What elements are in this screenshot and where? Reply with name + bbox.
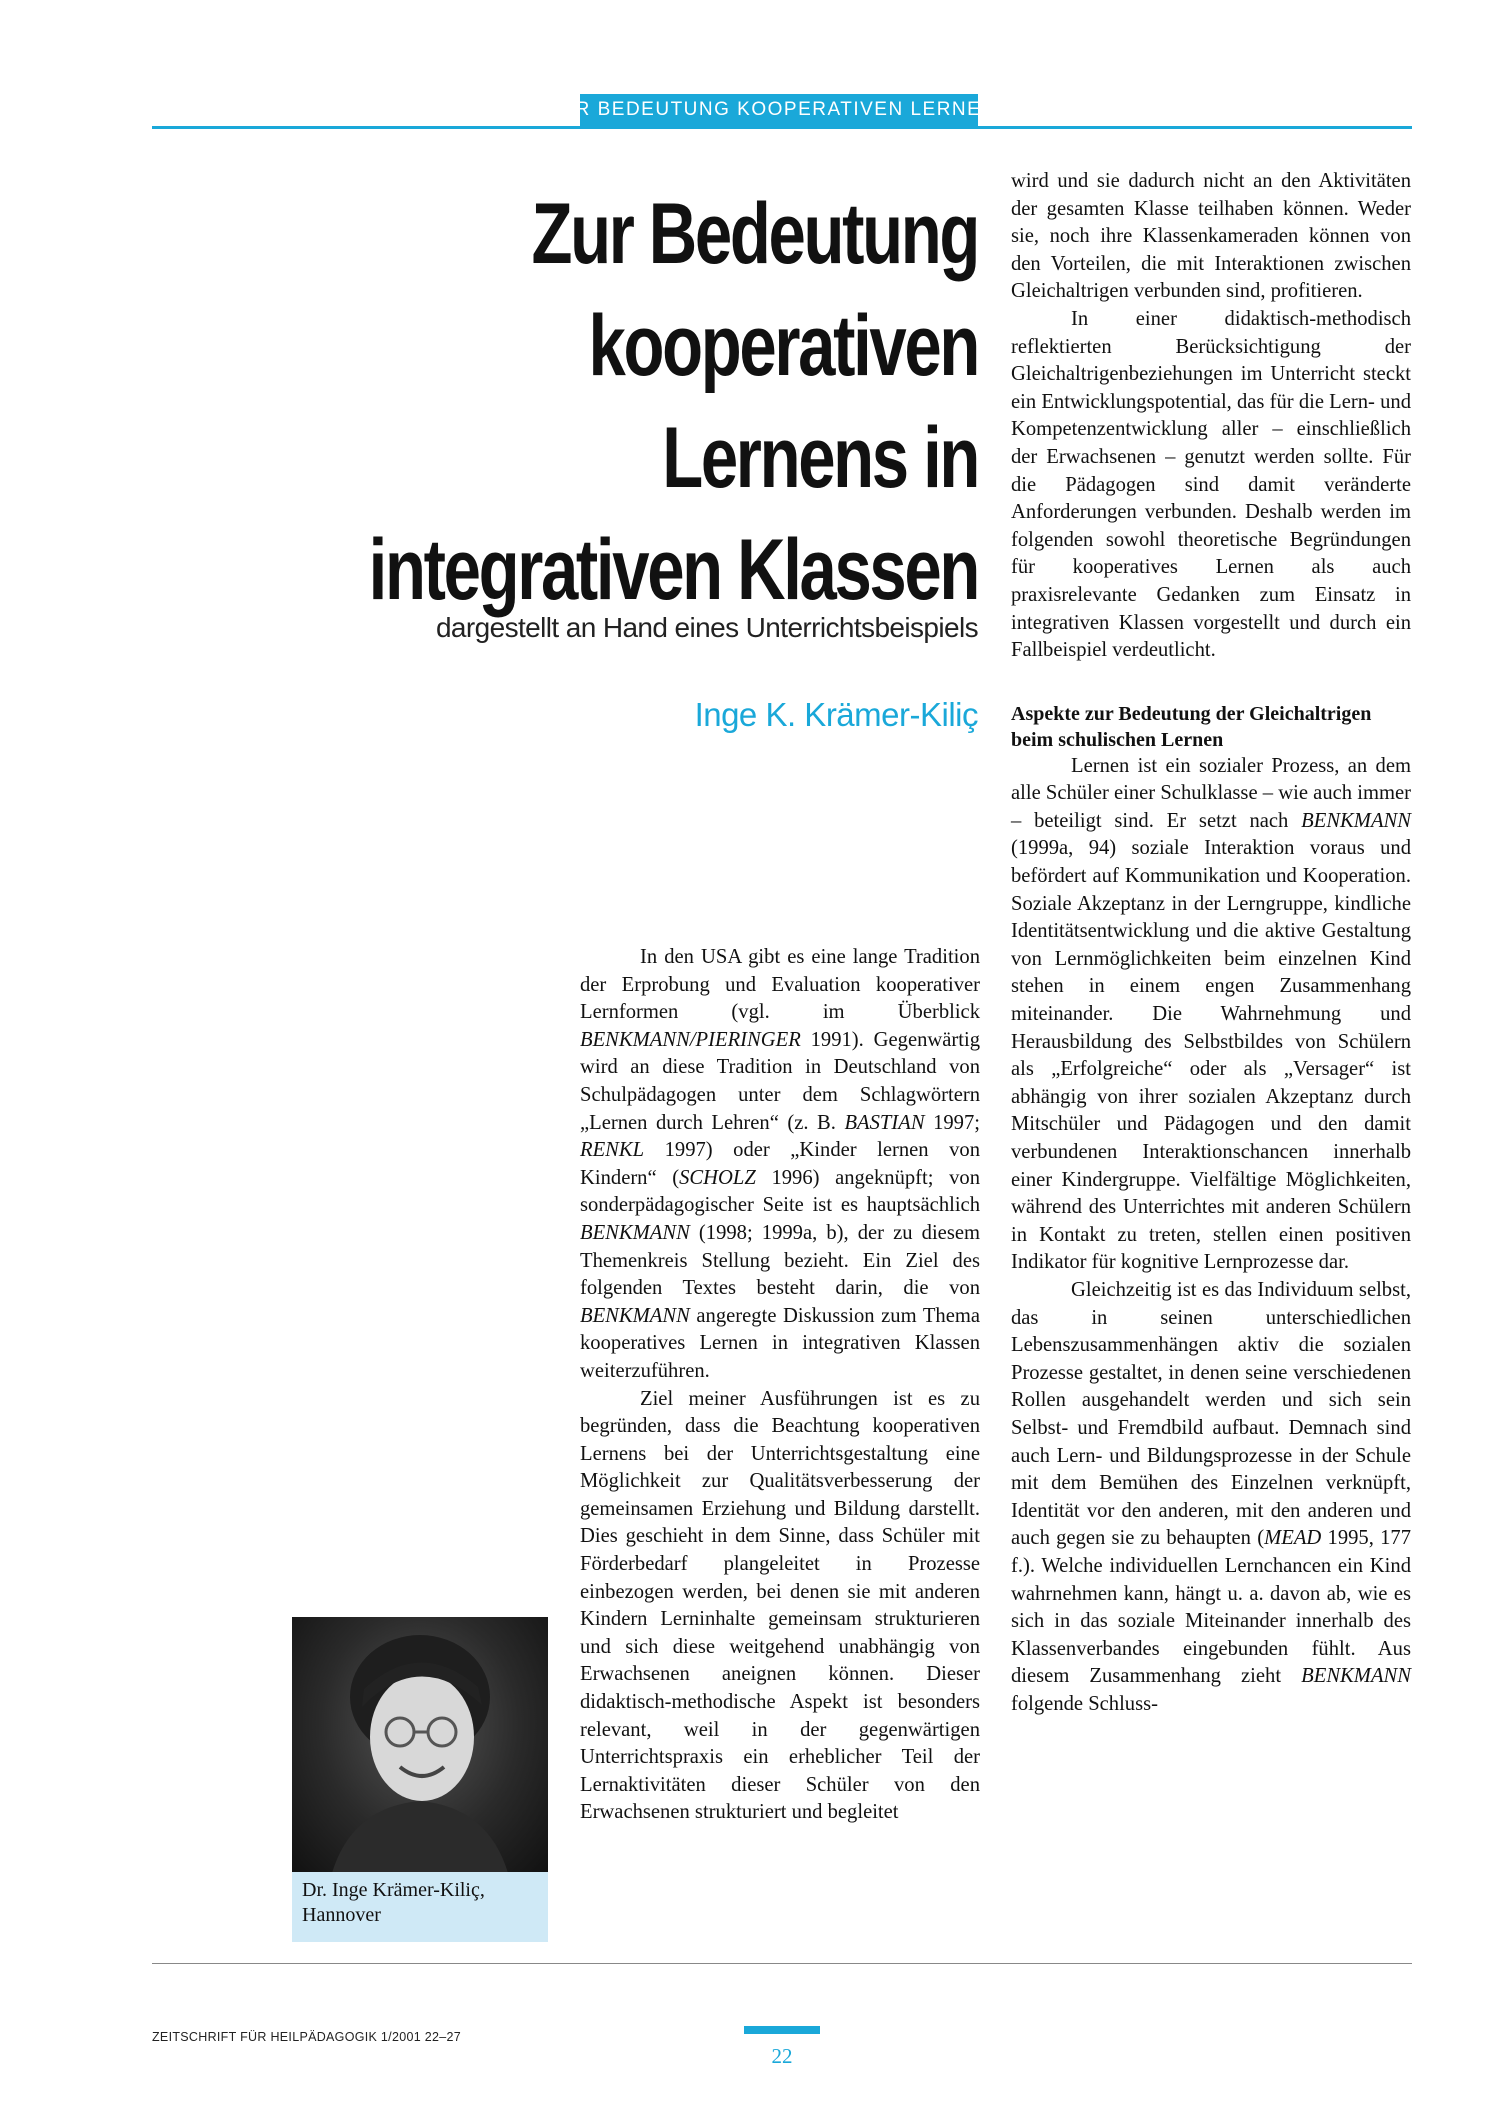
text-column-middle: [580, 944, 980, 1827]
page-number: 22: [771, 2044, 793, 2068]
citation-author: BASTIAN: [844, 1111, 925, 1134]
page-number-bar: [744, 2026, 820, 2034]
title-line: Zur Bedeutung: [531, 186, 978, 282]
header-rule: [152, 126, 1412, 129]
article-subtitle: dargestellt an Hand eines Unterrichtsbeispiels: [435, 612, 978, 643]
photo-caption: [292, 1872, 548, 1942]
author-photo: [292, 1617, 548, 1873]
citation-author: BENKMANN/PIERINGER: [580, 1028, 801, 1051]
citation-author: RENKL: [580, 1139, 645, 1162]
footer-rule: [152, 1963, 1412, 1964]
section-header-tag: ZUR BEDEUTUNG KOOPERATIVEN LERNENS: [580, 94, 978, 126]
paragraph: Gleichzeitig ist es das Individuum selbst, das in seinen unterschiedlichen Lebenszusammenhängen aktiv die sozialen Prozesse gestaltet, in denen seine verschiedenen Rollen ausgehandelt werden und sich sein Selbst- und Fremdbild aufbaut. Demnach sind auch Lern- und Bildungsprozesse in der Schule mit dem Bemühen des Einzelnen verknüpft, Identität vor den anderen, mit den anderen und auch gegen sie zu behaupten (MEAD 1995, 177 f.). Welche individuellen Lernchancen ein Kind wahrnehmen kann, hängt u. a. davon ab, wie es sich in das soziale Miteinander innerhalb des Klassenverbandes eingebunden fühlt. Aus diesem Zusammenhang zieht BENKMANN folgende Schluss-: [1011, 1278, 1412, 1715]
author-portrait-image: [292, 1617, 548, 1873]
text-column-right: [1011, 168, 1411, 1718]
paragraph: In den USA gibt es eine lange Tradition der Erprobung und Evaluation kooperativer Lernformen (vgl. im Überblick BENKMANN/PIERINGER 1991). Gegenwärtig wird an diese Tradition in Deutschland von Schulpädagogen unter dem Schlagwörtern „Lernen durch Lehren“ (z. B. BASTIAN 1997; RENKL 1997) oder „Kinder lernen von Kindern“ (SCHOLZ 1996) angeknüpft; von sonderpädagogischer Seite ist es hauptsächlich BENKMANN (1998; 1999a, b), der zu diesem Themenkreis Stellung bezieht. Ein Ziel des folgenden Textes besteht darin, die von BENKMANN angeregte Diskussion zum Thema kooperatives Lernen in integrativen Klassen weiterzuführen.: [580, 946, 980, 1382]
caption-line: Hannover: [302, 1904, 381, 1926]
title-line: integrativen Klassen: [368, 522, 978, 618]
article-title: [332, 178, 978, 626]
title-line: kooperativen Lernens in: [588, 298, 978, 506]
article-author: Inge K. Krämer-Kiliç: [694, 696, 978, 733]
caption-line: Dr. Inge Krämer-Kiliç,: [302, 1879, 485, 1901]
journal-citation: ZEITSCHRIFT FÜR HEILPÄDAGOGIK 1/2001 22–27: [152, 2030, 461, 2044]
paragraph: wird und sie dadurch nicht an den Aktivitäten der gesamten Klasse teilhaben können. Weder sie, noch ihre Klassenkameraden können von den Vorteilen, die mit Interaktionen zwischen Gleichaltrigen verbunden sind, profitieren.: [1011, 170, 1411, 303]
paragraph: Lernen ist ein sozialer Prozess, an dem alle Schüler einer Schulklasse – wie auch immer – beteiligt sind. Er setzt nach BENKMANN (1999a, 94) soziale Interaktion voraus und befördert auf Kommunikation und Kooperation. Soziale Akzeptanz in der Lerngruppe, kindliche Identitätsentwicklung und die aktive Gestaltung von Lernmöglichkeiten beim einzelnen Kind stehen in einem engen Zusammenhang miteinander. Die Wahrnehmung und Herausbildung des Selbstbildes von Schülern als „Erfolgreiche“ oder als „Versager“ ist abhängig von ihrer sozialen Akzeptanz durch Mitschüler und Pädagogen und den damit verbundenen Interaktionschancen innerhalb einer Kindergruppe. Vielfältige Möglichkeiten, während des Unterrichtes mit anderen Schülern in Kontakt zu treten, stellen einen positiven Indikator für kognitive Lernprozesse dar.: [1011, 754, 1411, 1274]
citation-author: MEAD: [1264, 1527, 1322, 1550]
citation-author: BENKMANN: [1301, 809, 1411, 832]
citation-author: BENKMANN: [1301, 1665, 1411, 1688]
paragraph: Ziel meiner Ausführungen ist es zu begründen, dass die Beachtung kooperativen Lernens bei der Unterrichtsgestaltung eine Möglichkeit zur Qualitätsverbesserung der gemeinsamen Erziehung und Bildung darstellt. Dies geschieht in dem Sinne, dass Schüler mit Förderbedarf plangeleitet in Prozesse einbezogen werden, bei denen sie mit anderen Kindern Lerninhalte gemeinsam strukturieren und sich diese weitgehend unabhängig von Erwachsenen aneignen können. Dieser didaktisch-methodische Aspekt ist besonders relevant, weil in der gegenwärtigen Unterrichtspraxis ein erheblicher Teil der Lernaktivitäten dieser Schüler von den Erwachsenen strukturiert und begleitet: [580, 1387, 980, 1824]
citation-author: BENKMANN: [580, 1304, 690, 1327]
section-heading: Aspekte zur Bedeutung der Gleichaltrigen beim schulischen Lernen: [1011, 702, 1372, 751]
paragraph: In einer didaktisch-methodisch reflektierten Berücksichtigung der Gleichaltrigenbeziehungen im Unterricht steckt ein Entwicklungspotential, das für die Lern- und Kompetenzentwicklung aller – einschließlich der Erwachsenen – genutzt werden sollte. Für die Pädagogen sind damit veränderte Anforderungen verbunden. Deshalb werden im folgenden sowohl theoretische Begründungen für kooperatives Lernen als auch praxisrelevante Gedanken zum Einsatz in integrativen Klassen vorgestellt und durch ein Fallbeispiel verdeutlicht.: [1011, 307, 1411, 662]
citation-author: SCHOLZ: [679, 1166, 756, 1189]
citation-author: BENKMANN: [580, 1221, 690, 1244]
